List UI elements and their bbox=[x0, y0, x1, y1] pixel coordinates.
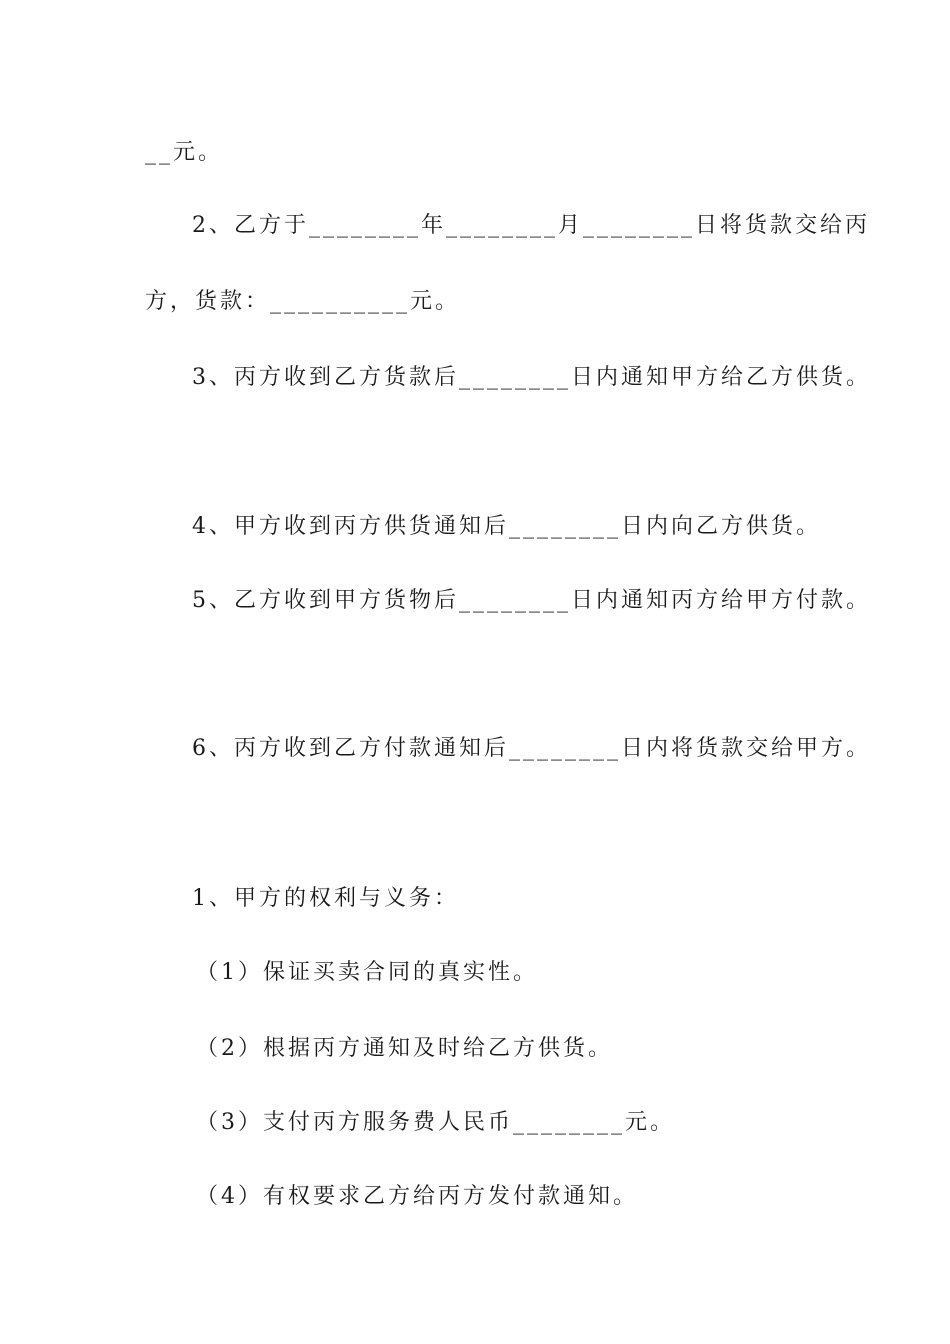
paragraph-line: 方，货款：__________元。 bbox=[145, 289, 461, 314]
list-item: （4）有权要求乙方给丙方发付款通知。 bbox=[196, 1184, 638, 1209]
paragraph-line: 6、丙方收到乙方付款通知后________日内将货款交给甲方。 bbox=[192, 736, 871, 761]
section-heading: 1、甲方的权利与义务： bbox=[192, 886, 459, 911]
paragraph-line: 4、甲方收到丙方供货通知后________日内向乙方供货。 bbox=[192, 514, 821, 539]
paragraph-line: __元。 bbox=[145, 140, 224, 165]
list-item: （3）支付丙方服务费人民币________元。 bbox=[196, 1110, 675, 1135]
paragraph-line: 3、丙方收到乙方货款后________日内通知甲方给乙方供货。 bbox=[192, 365, 871, 390]
list-item: （1）保证买卖合同的真实性。 bbox=[196, 960, 538, 985]
paragraph-line: 2、乙方于________年________月________日将货款交给丙 bbox=[192, 213, 870, 238]
list-item: （2）根据丙方通知及时给乙方供货。 bbox=[196, 1036, 613, 1061]
paragraph-line: 5、乙方收到甲方货物后________日内通知丙方给甲方付款。 bbox=[192, 588, 871, 613]
